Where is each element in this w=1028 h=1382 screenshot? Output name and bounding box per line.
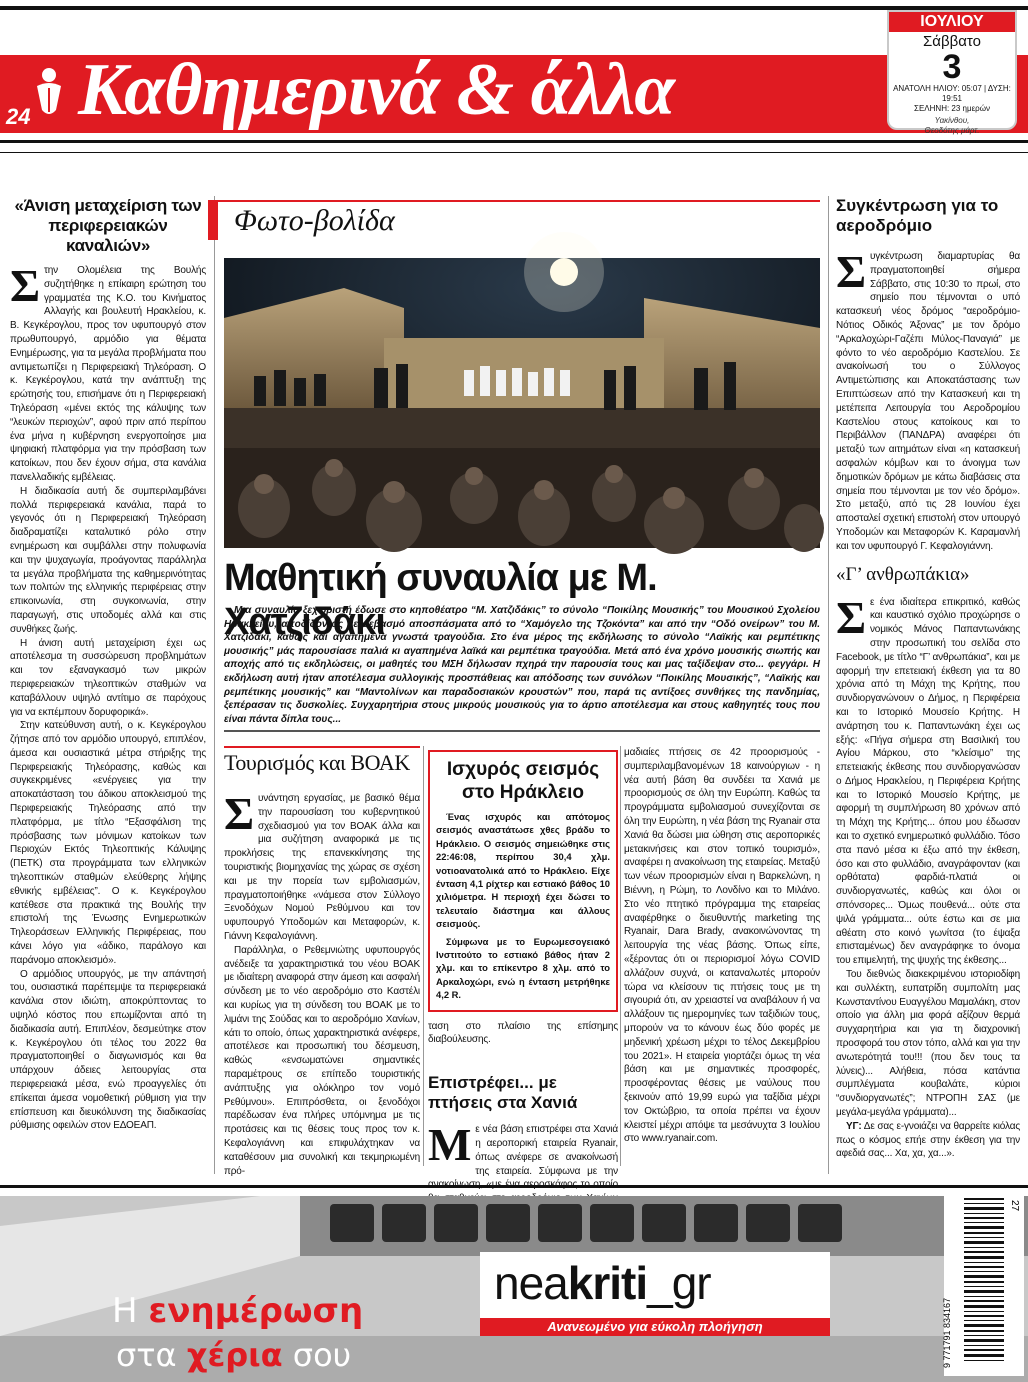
saints-line-2: Θεοδότης μάρτ. bbox=[924, 126, 980, 135]
ryanair-continuation bbox=[624, 746, 820, 1146]
drop-cap: Σ bbox=[836, 246, 866, 297]
article-paragraph: Συγκέντρωση διαμαρτυρίας θα πραγματοποιηθεί σήμερα Σάββατο, στις 10:30 το πρωί, στο σημείο που τέμνονται ο υπό κατασκευή νέος δρόμος “αεροδρόμιο-Νότιος Οδικός Άξονας” με τον δρόμο “Αρκαλοχώρι-Γαζέπι Μύλος-Παναγιά” με φόντο το νέο αεροδρόμιο Καστελίου. Σε ανακοίνωσή του ο Σύλλογος Αντιμετώπισης και Αποκατάστασης των Επιπτώσεων από την Κατασκευή και τη μετέπειτα Λειτουργία του Αεροδρομίου Καστελίου στους κατοίκους και το Περιβάλλον (ΠΑΝΔΡΑ) αναφέρει ότι μεταξύ των αιτημάτων είναι «η κατασκευή ασφαλών κόμβων και το άνοιγμα των δημοτικών δρόμων με κάτω διαβάσεις στα σημεία που τέμνονται με τον νέο δρόμο». Στο μεταξύ, από τις 28 Ιουνίου έχει αποσταλεί σχετική επιστολή στον υπουργό Υποδομών και Μεταφορών Κ. Καραμανλή και τον υφυπουργό Γ. Κεφαλογιάννη. bbox=[836, 246, 1020, 552]
sun-times: ΑΝΑΤΟΛΗ ΗΛΙΟΥ: 05:07 | ΔΥΣΗ: 19:51 bbox=[893, 84, 1011, 103]
article-paragraph: Σε ένα ιδιαίτερα επικριτικό, καθώς και καυστικό σχόλιο προχώρησε ο νομικός Μάνος Παπαντωνάκης στην προσωπική του σελίδα στο Facebook, με τίτλο “Γ’ ανθρωπάκια”, και με αφορμή την επετειακή έκθεση για τα 80 χρόνια από τη Μάχη της Κρήτης, που συνδιοργανώνουν ο Δήμος, η Περιφέρεια και το Ιστορικό Μουσείο Κρήτης. Η ανάρτηση του κ. Παπαντωνάκη έχει ως εξής: «Πήγα σήμερα στη Βασιλική του Αγίου Μάρκου, στο “κλείσιμο” της επετειακής έκθεσης που συνδιοργανώσαν ο Δήμος Ηρακλείου, η Περιφέρεια Κρήτης και το Ιστορικό Μουσείο Κρήτης, με αφορμή τη συμπλήρωση 80 χρόνων από τη Μάχη της Κρήτης... όπου μου έδωσαν και το σχετικό ενημερωτικό φυλλάδιο. Τόσο στα πανό μέσα κι έξω από την έκθεση, όσο και στο φυλλάδιο, αναγράφονταν (και ορθότατα) φαρδιά-πλατιά οι συνδιοργανωτές, καθώς και όλοι οι σπόνσορες... Όμως πουθενά... ούτε στα ψιλά γράμματα... ούτε έστω και σε μια αθέατη στο κοινό γωνίτσα (το έψαξα επισταμένως) δεν αναγράφηκε το όνομα του επιμελητή, της ψυχής της έκθεσης... bbox=[836, 591, 1020, 967]
drop-cap: Σ bbox=[10, 260, 40, 311]
section-title: Καθημερινά & άλλα bbox=[78, 49, 675, 131]
date-weekday: Σάββατο bbox=[923, 33, 981, 50]
right-column bbox=[836, 196, 1020, 1161]
top-rule bbox=[0, 6, 1028, 10]
airport-headline: Συγκέντρωση για το αεροδρόμιο bbox=[836, 196, 999, 235]
anthropakia-headline: «Γ’ ανθρωπάκια» bbox=[836, 563, 970, 585]
quake-paragraph: Ένας ισχυρός και απότομος σεισμός αναστάτωσε χθες βράδυ το Ηράκλειο. Ο σεισμός σημειώθηκε στις 22:46:08, περίπου 30,4 χλμ. νοτιοανατολικά από το Ηράκλειο. Είχε ένταση 4,1 ρίχτερ και εστιακό βάθος 10 χιλιόμετρα. Η περιοχή έχει δώσει το τελευταίο διάστημα και άλλους σεισμούς. bbox=[436, 811, 610, 930]
article-paragraph: Η διαδικασία αυτή δε συμπεριλαμβάνει πολλά περιφερειακά κανάλια, παρά το γεγονός ότι η Περιφερειακή Τηλεόραση διαδραματίζει καταλυτικό ρόλο στην ενημέρωση και συμβάλλει στην πολυφωνία και την ψυχαγωγία, προάγοντας παράλληλα τα μεγάλα προβλήματα της καθημερινότητας των πολιτών της ελληνικής περιφέρειας στην επικοινωνία, στη συγκοινωνία, στην παραγωγή, στις υποδομές αλλά και στις συνθήκες ζωής. bbox=[10, 485, 206, 635]
column-divider bbox=[828, 196, 829, 1174]
left-article-headline: «Άνιση μεταχείριση των περιφερειακών καναλιών» bbox=[14, 196, 202, 255]
date-month: ΙΟΥΛΙΟΥ bbox=[889, 12, 1015, 32]
saints-day bbox=[889, 116, 1015, 136]
column-divider bbox=[214, 196, 215, 1174]
neakriti-advert bbox=[0, 1196, 1028, 1382]
date-day: 3 bbox=[942, 48, 962, 86]
column-divider bbox=[423, 746, 424, 1166]
article-paragraph: Ο αρμόδιος υπουργός, με την απάντησή του, ουσιαστικά παρέπεμψε τα περιφερειακά κανάλια στον ιδιώτη, αποκρύπτοντας το υψηλό κόστος που επωμίζονται από τη διαδικασία αυτή. Επιπλέον, δεσμεύτηκε στον κ. Κεγκέρογλου ότι τέλος του 2022 θα πραγματοποιηθεί ο διαγωνισμός και θα υπάρχουν άδειες λειτουργίας στα περιφερειακά μέσα, ενώ προαγγελίες ότι επίκειται άμεσα νομοθετική ρύθμιση για την επίσπευση και διευκόλυνση της διαδικασίας ρύθμισης οφειλών στον ΕΔΟΕΑΠ. bbox=[10, 968, 206, 1132]
quake-box bbox=[428, 750, 618, 1012]
date-box bbox=[887, 10, 1017, 135]
photo-slug-bar bbox=[208, 200, 820, 240]
neakriti-subtitle: Ανανεωμένο για εύκολη πλοήγηση bbox=[547, 1319, 763, 1334]
article-paragraph: Στην κατεύθυνση αυτή, ο κ. Κεγκέρογλου ζήτησε από τον αρμόδιο υπουργό, επιπλέον, άμεσα και ουσιαστικά μέτρα στήριξης της Περιφερειακής Τηλεόρασης, καθώς και συγκεκριμένες «ενέργειες για την αποκατάσταση του άδικου αποκλεισμού της Περιφερειακής Τηλεόρασης από την πλατφόρμα, με τίτλο “Εξασφάλιση της πρόσβασης των μόνιμων κατοίκων των Περιοχών Εκτός Τηλεοπτικής Κάλυψης (ΠΕΤΚ) στα προγράμματα των ελληνικών τηλεοπτικών σταθμών ελεύθερης λήψης εθνικής εμβέλειας”. Ο κ. Κεγκέρογλου κατέθεσε στα πρακτικά της Βουλής την επιστολή της Ένωσης Ενημερωτικών Τηλεοράσεων Ελληνικής Περιφέρειας, που κάνει λόγο για «άδικο, παράλογο και παράνομο αποκλεισμό». bbox=[10, 720, 206, 966]
photo-slug-label: Φωτο-βολίδα bbox=[234, 204, 395, 237]
left-article bbox=[10, 196, 206, 1133]
quake-and-ryanair-column bbox=[428, 750, 618, 1220]
quake-paragraph: Σύμφωνα με το Ευρωμεσογειακό Ινστιτούτο το εστιακό βάθος ήταν 2 χλμ. και το επίκεντρο 8 χλμ. από το Αρκαλοχώρι, ενώ η ένταση μετρήθηκε 4,2 R. bbox=[436, 935, 610, 1001]
article-paragraph: Η άνιση αυτή μεταχείριση έχει ως αποτέλεσμα τη συσσώρευση προβλημάτων και τον εξαναγκασμό των μικρών περιφερειακών τηλεοπτικών σταθμών να καταβάλλουν υψηλό αντίτιμο σε παρόχους για να εκπέμπουν δορυφορικά». bbox=[10, 637, 206, 718]
tourism-article bbox=[224, 746, 420, 1178]
neakriti-logo: neakriti_gr bbox=[494, 1257, 711, 1309]
article-paragraph: μαδιαίες πτήσεις σε 42 προορισμούς - συμπεριλαμβανομένων 18 καινούργιων - η νέα αυτή βάση θα συνδέει τα Χανιά με προορισμούς σε όλη την Ευρώπη. Καθώς τα προγράμματα εμβολιασμού συνεχίζονται σε όλη την Ευρώπη, η νέα βάση της Ryanair στα Χανιά θα δώσει μια ώθηση στις αεροπορικές μετακινήσεις και στον τοπικό τουρισμό», αναφέρει η ανακοίνωση της εταιρείας. Μεταξύ των νέων προορισμών είναι η Βαρκελώνη, η Βιέννη, η Ρώμη, το Λονδίνο και το Μιλάνο. Στο νέο πτητικό πρόγραμμα της εταιρείας αναφέρθηκε ο διευθυντής marketing της Ryanair, Dara Brady, ανακοινώνοντας τη λειτουργία της νέας βάσης. Όπως είπε, «ξέροντας ότι οι περιορισμοί λόγω COVID αλλάζουν συχνά, οι καταναλωτές μπορούν τώρα να κλείσουν τις πτήσεις τους με τη σιγουριά ότι, αν χρειαστεί να αναβάλουν ή να αλλάξουν τις ημερομηνίες των ταξιδιών τους, μπορούν να το κάνουν έως δύο φορές με μηδενική χρέωση μέχρι το τέλος Δεκεμβρίου του 2021». Η εταιρεία γιορτάζει όμως τη νέα βάση και με σημαντικές προσφορές, προσφέροντας θέσεις με ναύλους που ξεκινούν από 19,99 ευρώ για ταξίδια μέχρι τον Οκτώβριο, τα οποία πρέπει να έχουν κλειστεί μέχρι απόψε τα μεσάνυχτα 3 Ιουλίου στο www.ryanair.com. bbox=[624, 747, 820, 1145]
banner-rule bbox=[0, 140, 1028, 143]
ad-tagline-line-1: Η ενημέρωση bbox=[112, 1291, 364, 1331]
drop-cap: Σ bbox=[224, 788, 254, 839]
ps-label: ΥΓ: bbox=[846, 1120, 862, 1132]
drop-cap: Σ bbox=[836, 591, 866, 643]
banner-rule-thin bbox=[0, 152, 1028, 153]
article-paragraph: Παράλληλα, ο Ρεθεμνιώτης υφυπουργός ανέδειξε τα χαρακτηριστικά του νέου ΒΟΑΚ με ιδιαίτερη αναφορά στην άμεση και ασφαλή σύνδεση με το νέο αεροδρόμιο στο Καστέλι και κυρίως για τη σύνδεση του ΒΟΑΚ με το λιμάνι της Σούδας και το αεροδρόμιο Χανίων, κάτι το οποίο, όπως χαρακτηριστικά ανέφερε, αποτέλεσε και προσωπική του δέσμευση, καθώς «ενσωματώνει σημαντικές παραμέτρους σε επίπεδο τουριστικής ανάπτυξης για ολόκληρο τον νομό Ρεθύμνου». Επιπρόσθετα, οι ξενοδόχοι παρέδωσαν ένα πλήρες υπόμνημα με τις προτάσεις και τις θέσεις τους προς τον κ. Κεφαλογιάννη και επιφυλάχτηκαν να καταθέσουν μια συνολική και τεκμηριωμένη πρό- bbox=[224, 944, 420, 1177]
ryanair-headline: Επιστρέφει... με πτήσεις στα Χανιά bbox=[428, 1073, 578, 1113]
saints-line-1: Υακίνθου, bbox=[934, 116, 970, 125]
neakriti-logo-box bbox=[480, 1252, 830, 1318]
column-divider bbox=[620, 746, 621, 1166]
tourism-headline: Τουρισμός και ΒΟΑΚ bbox=[224, 746, 420, 776]
tourism-continuation: ταση στο πλαίσιο της επίσημης διαβούλευσης. bbox=[428, 1020, 618, 1046]
article-paragraph: ΥΓ: Δε σας ε-γνοιάζει να θαρρείτε κιόλας πως ο κόσμος επήε στην έκθεση για την αφεδιά σας... Χα, χα, χα...». bbox=[836, 1120, 1021, 1160]
quake-headline: Ισχυρός σεισμός στο Ηράκλειο bbox=[446, 759, 600, 803]
article-paragraph: Συνάντηση εργασίας, με βασικό θέμα την παρουσίαση του κυβερνητικού σχεδιασμού για τον ΒΟΑΚ άλλα και μια συζήτηση αναφορικά με τις προκλήσεις της επανεκκίνησης της τουριστικής βιομηχανίας της χώρας σε σχέση και με την πορεία των εμβολιασμών, πραγματοποιήθηκε «νάμεσα στον Σύλλογο Ξενοδόχων Νομού Ρεθύμνου και τον υφυπουργό Υποδομών και Μεταφορών, κ. Γιάννη Κεφαλογιάννη. bbox=[224, 788, 420, 942]
neakriti-subtitle-bar bbox=[480, 1318, 830, 1336]
moon-age: ΣΕΛΗΝΗ: 23 ημερών bbox=[914, 104, 990, 113]
barcode-number: 9 771791 834167 bbox=[942, 1297, 952, 1368]
feature-text: Μια συναυλία ξεχωριστή έδωσε στο κηποθέατρο “Μ. Χατζιδάκις” το σύνολο “Ποικίλης Μουσικής” του Μουσικού Σχολείου Ηρακλείου, αποδίδοντας με σεβασμό αποσπάσματα από το “Χαμόγελο της Τζοκόντα” και από την “Οδό ονείρων” του Μ. Χατζιδάκι, καθώς και αγαπημένα γνωστά τραγούδια. Στο ένα μέρος της εκδήλωσης το σύνολο “Λαϊκής και ρεμπέτικης μουσικής” μάς παρουσίασε παλιά κι αγαπημένα λαϊκά και ρεμπέτικα τραγούδια. Μετά από ένα χρόνο μουσικής σιωπής και αποχής από τις εκδηλώσεις, οι μαθητές του ΜΣΗ δήλωσαν πχηρά την παρουσία τους και μας ταξίδεψαν στο... φεγγάρι. Η εκδήλωση αυτή ήταν αποτέλεσμα συλλογικής προσπάθειας και απόδοσης των συνόλων “Ποικίλης Μουσικής”, “Λαϊκής και ρεμπέτικης μουσικής” και “Μαντολίνων και παραδοσιακών κρουστών” που, παρά τις αντίξοες συνθήκες της πανδημίας, ξεπέρασαν τις δυσκολίες. Συγχαρητήρια στους μικρούς μουσικούς για το άρτιο αποτέλεσμα και στους καθηγητές τους που είναι πάντα δίπλα τους... bbox=[224, 605, 820, 725]
article-paragraph: Με νέα βάση επιστρέφει στα Χανιά η αεροπορική εταιρεία Ryanair, όπως ανέφερε σε ανακοίνωσή της εταιρεία. Σύμφωνα με την bbox=[428, 1119, 618, 1177]
feature-headline: Μαθητική συναυλία με Μ. Χατζιδάκι bbox=[224, 557, 657, 643]
left-article-body bbox=[10, 260, 206, 1133]
tourism-body bbox=[224, 788, 420, 1178]
barcode-icon bbox=[944, 1192, 1024, 1376]
concert-photo bbox=[224, 258, 820, 548]
feature-bottom-rule bbox=[224, 730, 820, 732]
ad-tagline-line-2: στα χέρια σου bbox=[116, 1336, 352, 1374]
drop-cap: Μ bbox=[428, 1119, 472, 1171]
article-paragraph: Του διεθνώς διακεκριμένου ιστοριοδίφη και συλλέκτη, ευπατρίδη συμπολίτη μας Κωνσταντίνου Ευαγγέλου Μαμαλάκη, στον οποίο για άλλη μια φορά αξίζουν θερμά συγχαρητήρια και για τη διαχρονική προσφορά του στον τόπο, αλλά και για την ανωτερότητά του!!! (που δεν τους τα λύνεις)... Αλήθεια, πόσα κατάντια συμπλέγματα κουβαλάτε, κύριοι “συνδιοργανωτές”; ΝΤΡΟΠΗ ΣΑΣ (με μεγάλα-μεγάλα γράμματα)... bbox=[836, 969, 1020, 1119]
page-number: 24 bbox=[6, 104, 31, 129]
anthropakia-body bbox=[836, 591, 1021, 1162]
barcode-issue: 27 bbox=[1009, 1200, 1020, 1212]
ad-rule bbox=[0, 1185, 1028, 1188]
airport-body bbox=[836, 246, 1020, 554]
article-paragraph: Στην Ολομέλεια της Βουλής συζητήθηκε η επίκαιρη ερώτηση του γραμματέα της Κ.Ο. του Κινήματος Αλλαγής και βουλευτή Ηρακλείου, κ. Β. Κεγκέρογλου, προς τον υφυπουργό στον πρωθυπουργό, αρμόδιο για θέματα Ενημέρωσης, για τα μεγάλα προβλήματα που αντιμετωπίζει η Περιφερειακή Τηλεόραση. Ο κ. Κεγκέρογλου, κατά την ανάπτυξη της ερώτησής του, επισήμανε ότι η Περιφερειακή Τηλεόραση «μένει εκτός της κάλυψης των “λευκών περιοχών”, αφού πριν από περίπου ένα μήνα η κυβέρνηση ενεργοποίησε μια ψηφιακή πλατφόρμα για την πρόσβαση των κατοίκων, που δεν έχουν σήμα, στα κανάλια πανελλαδικής εμβέλειας. bbox=[10, 260, 206, 483]
quill-logo-icon bbox=[32, 66, 66, 120]
